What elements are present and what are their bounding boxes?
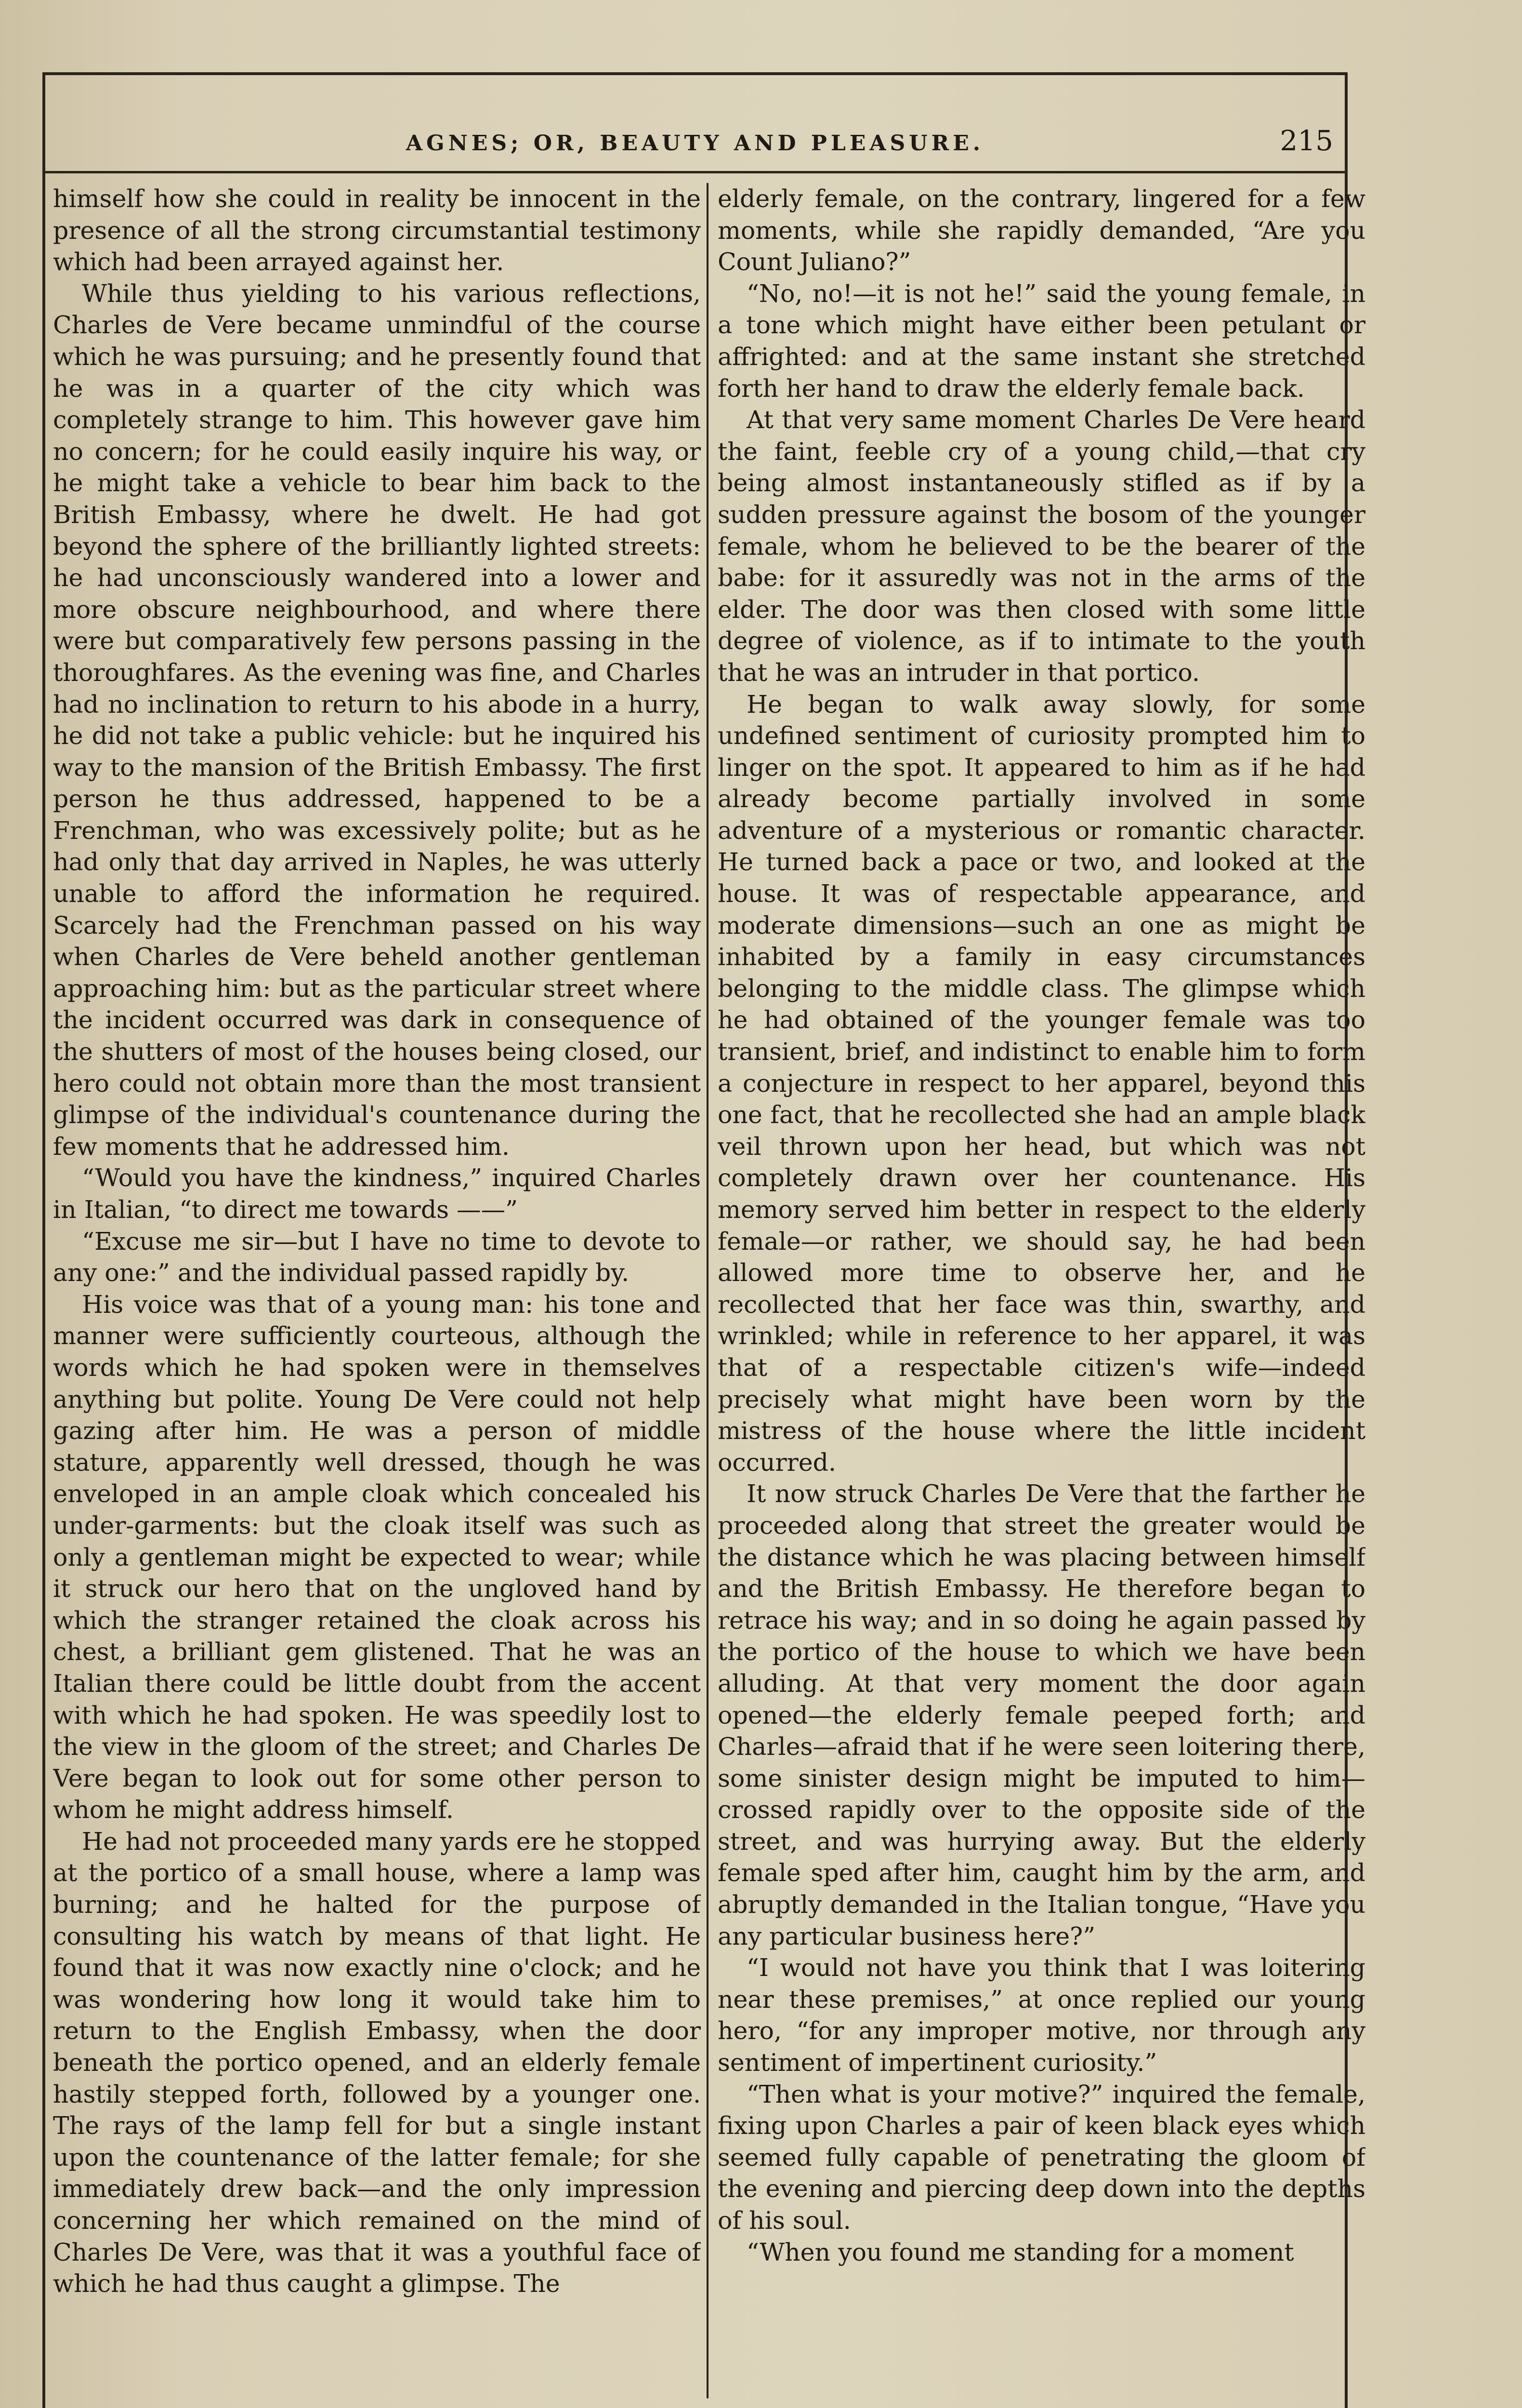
paragraph: His voice was that of a young man: his tone and manner were sufficiently courteous, although the words which he had spoken were in themselves anything but polite. Young De Vere could not help gazing after him. He was a person of middle stature, apparently well dressed, though he was enveloped in an ample cloak which concealed his under-garments: but the cloak itself was such as only a gentleman might be expected to wear; while it struck our hero that on the ungloved hand by which the stranger retained the cloak across his chest, a brilliant gem glistened. That he was an Italian there could be little doubt from the accent with which he had spoken. He was speedily lost to the view in the gloom of the street; and Charles De Vere began to look out for some other person to whom he might address himself. <box>53 1290 701 1824</box>
paragraph: “No, no!—it is not he!” said the young female, in a tone which might have either been petulant or affrighted: and at the same instant she stretched forth her hand to draw the elderly female back. <box>718 279 1365 403</box>
paragraph: “Then what is your motive?” inquired the female, fixing upon Charles a pair of keen black eyes which seemed fully capable of penetrating the gloom of the evening and piercing deep down into the depths of his soul. <box>718 2080 1365 2235</box>
paragraph: He began to walk away slowly, for some undefined sentiment of curiosity prompted him to linger on the spot. It appeared to him as if he had already become partially involved in some adventure of a mysterious or romantic character. He turned back a pace or two, and looked at the house. It was of respectable appearance, and moderate dimensions—such an one as might be inhabited by a family in easy circumstances belonging to the middle class. The glimpse which he had obtained of the younger female was too transient, brief, and indistinct to enable him to form a conjecture in respect to her apparel, beyond this one fact, that he recollected she had an ample black veil thrown upon her head, but which was not completely drawn over her countenance. His memory served him better in respect to the elderly female—or rather, we should say, he had been allowed more time to observe her, and he recollected that her face was thin, swarthy, and wrinkled; while in reference to her apparel, it was that of a respectable citizen's wife—indeed precisely what might have been worn by the mistress of the house where the little incident occurred. <box>718 690 1365 1477</box>
paragraph: “Would you have the kindness,” inquired Charles in Italian, “to direct me towards ——” <box>53 1164 701 1224</box>
column-divider <box>707 183 709 2398</box>
paragraph: “When you found me standing for a moment <box>747 2238 1294 2266</box>
paragraph: At that very same moment Charles De Vere heard the faint, feeble cry of a young child,—that cry being almost instantaneously stifled as if by a sudden pressure against the bosom of the younger female, whom he believed to be the bearer of the babe: for it assuredly was not in the arms of the elder. The door was then closed with some little degree of violence, as if to intimate to the youth that he was an intruder in that portico. <box>718 406 1365 687</box>
paragraph: He had not proceeded many yards ere he stopped at the portico of a small house, where a lamp was burning; and he halted for the purpose of consulting his watch by means of that light. He found that it was now exactly nine o'clock; and he was wondering how long it would take him to return to the English Embassy, when the door beneath the portico opened, and an elderly female hastily stepped forth, followed by a younger one. The rays of the lamp fell for but a single instant upon the countenance of the latter female; for she immediately drew back—and the only impression concerning her which remained on the mind of Charles De Vere, was that it was a youthful face of which he had thus caught a glimpse. The <box>53 1827 701 2298</box>
right-column <box>718 183 1365 2398</box>
left-column <box>53 183 701 2398</box>
paragraph: “Excuse me sir—but I have no time to devote to any one:” and the individual passed rapidly by. <box>53 1227 701 1287</box>
running-head: AGNES; OR, BEAUTY AND PLEASURE. <box>406 131 984 156</box>
paragraph: elderly female, on the contrary, lingered for a few moments, while she rapidly demanded, “Are you Count Juliano?” <box>718 184 1365 276</box>
page-header <box>42 120 1348 173</box>
paragraph: It now struck Charles De Vere that the farther he proceeded along that street the greater would be the distance which he was placing between himself and the British Embassy. He therefore began to retrace his way; and in so doing he again passed by the portico of the house to which we have been alluding. At that very moment the door again opened—the elderly female peeped forth; and Charles—afraid that if he were seen loitering there, some sinister design might be imputed to him—crossed rapidly over to the opposite side of the street, and was hurrying away. But the elderly female sped after him, caught him by the arm, and abruptly demanded in the Italian tongue, “Have you any particular business here?” <box>718 1479 1365 1950</box>
paragraph: “I would not have you think that I was loitering near these premises,” at once replied our young hero, “for any improper motive, nor through any sentiment of impertinent curiosity.” <box>718 1953 1365 2077</box>
paragraph: himself how she could in reality be innocent in the presence of all the strong circumstantial testimony which had been arrayed against her. <box>53 184 701 276</box>
paragraph: While thus yielding to his various reflections, Charles de Vere became unmindful of the course which he was pursuing; and he presently found that he was in a quarter of the city which was completely strange to him. This however gave him no concern; for he could easily inquire his way, or he might take a vehicle to bear him back to the British Embassy, where he dwelt. He had got beyond the sphere of the brilliantly lighted streets: he had unconsciously wandered into a lower and more obscure neighbourhood, and where there were but comparatively few persons passing in the thoroughfares. As the evening was fine, and Charles had no inclination to return to his abode in a hurry, he did not take a public vehicle: but he inquired his way to the mansion of the British Embassy. The first person he thus addressed, happened to be a Frenchman, who was excessively polite; but as he had only that day arrived in Naples, he was utterly unable to afford the information he required. Scarcely had the Frenchman passed on his way when Charles de Vere beheld another gentleman approaching him: but as the particular street where the incident occurred was dark in consequence of the shutters of most of the houses being closed, our hero could not obtain more than the most transient glimpse of the individual's countenance during the few moments that he addressed him. <box>53 279 701 1161</box>
page-number: 215 <box>1280 124 1333 157</box>
